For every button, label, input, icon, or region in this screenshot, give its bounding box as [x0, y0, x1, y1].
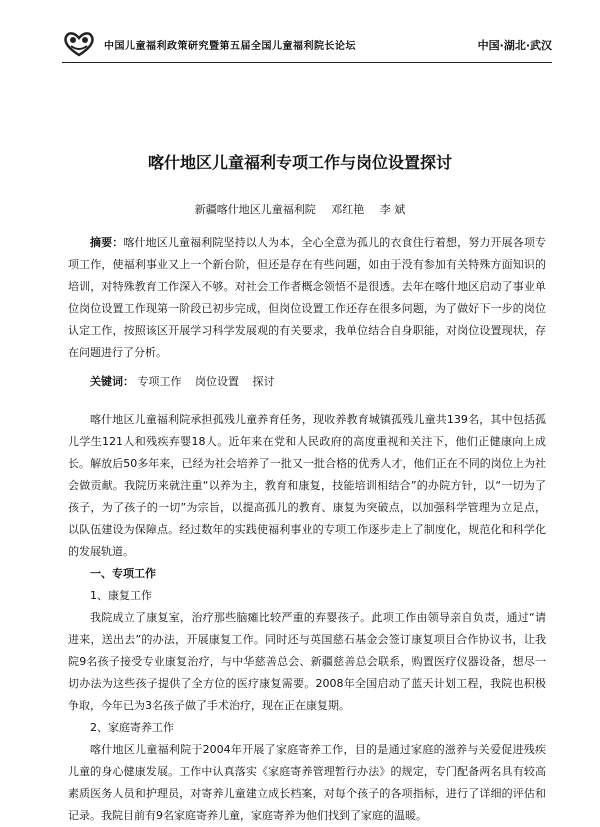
keyword-item: 岗位设置	[195, 375, 239, 388]
keywords-label: 关键词：	[90, 375, 134, 388]
abstract-label: 摘要：	[90, 236, 124, 249]
author-line	[0, 201, 600, 217]
author-affiliation: 新疆喀什地区儿童福利院	[194, 203, 316, 216]
subsection-heading: 1、康复工作	[90, 589, 152, 602]
abstract	[68, 232, 546, 364]
header-location: 中国·湖北·武汉	[477, 39, 552, 52]
keywords	[90, 373, 285, 389]
abstract-text: 喀什地区儿童福利院坚持以人为本，全心全意为孤儿的衣食住行着想，努力开展各项专项工作，使福利事业又上一个新台阶，但还是存在有些问题，如由于没有参加有关特殊方面知识的培训，对特殊教育工作深入不够。对社会工作者概念领悟不是很透。去年在喀什地区启动了事业单位岗位设置工作现第一阶段已初步完成，但岗位设置工作还存在很多问题，为了做好下一步的岗位认定工作，按照该区开展学习科学发展观的有关要求，我单位结合自身职能，对岗位设置现状，存在问题进行了分析。	[68, 236, 546, 359]
keyword-item: 专项工作	[137, 375, 182, 388]
subsection-heading: 2、家庭寄养工作	[90, 721, 174, 734]
article-title: 喀什地区儿童福利专项工作与岗位设置探讨	[147, 153, 452, 172]
body-paragraph: 我院成立了康复室，治疗那些脑瘫比较严重的弃婴孩子。此项工作由领导亲自负责，通过“请进来，送出去”的办法，开展康复工作。同时还与英国慈石基金会签订康复项目合作协议书，让我院9名孩子接受专业康复治疗，与中华慈善总会、新疆慈善总会联系，购置医疗仪器设备，想尽一切办法为这些孩子提供了全方位的医疗康复需要。2008年全国启动了蓝天计划工程，我院也积极争取，今年已为3名孩子做了手术治疗，现在正在康复期。	[68, 611, 546, 712]
header-conference-name: 中国儿童福利政策研究暨第五届全国儿童福利院长论坛	[104, 41, 356, 52]
article-body	[68, 409, 546, 827]
body-paragraph: 喀什地区儿童福利院于2004年开展了家庭寄养工作，目的是通过家庭的滋养与关爱促进残疾儿童的身心健康发展。工作中认真落实《家庭寄养管理暂行办法》的规定，专门配备两名具有较高素质医务人员和护理员，对寄养儿童建立成长档案，对每个孩子的各项指标，进行了详细的评估和记录。我院目前有9名家庭寄养儿童，家庭寄养为他们找到了家庭的温暖。	[68, 743, 546, 822]
conference-logo-icon	[62, 28, 96, 58]
section-heading: 一、专项工作	[90, 567, 156, 580]
intro-paragraph: 喀什地区儿童福利院承担孤残儿童养育任务，现收养教育城镇孤残儿童共139名，其中包括孤儿学生121人和残疾弃婴18人。近年来在党和人民政府的高度重视和关注下，他们正健康向上成长。解放后50多年来，已经为社会培养了一批又一批合格的优秀人才，他们正在不同的岗位上为社会做贡献。我院历来就注重“以养为主，教育和康复，技能培训相结合”的办院方针，以“一切为了孩子，为了孩子的一切”为宗旨，以提高孤儿的教育、康复为突破点，以加强科学管理为立足点，以队伍建设为保障点。经过数年的实践使福利事业的专项工作逐步走上了制度化，规范化和科学化的发展轨道。	[68, 413, 546, 558]
author-name-1: 邓红艳	[331, 203, 365, 216]
author-name-2: 李 斌	[379, 203, 406, 216]
page-header	[62, 28, 552, 63]
keyword-item: 探讨	[252, 375, 275, 388]
